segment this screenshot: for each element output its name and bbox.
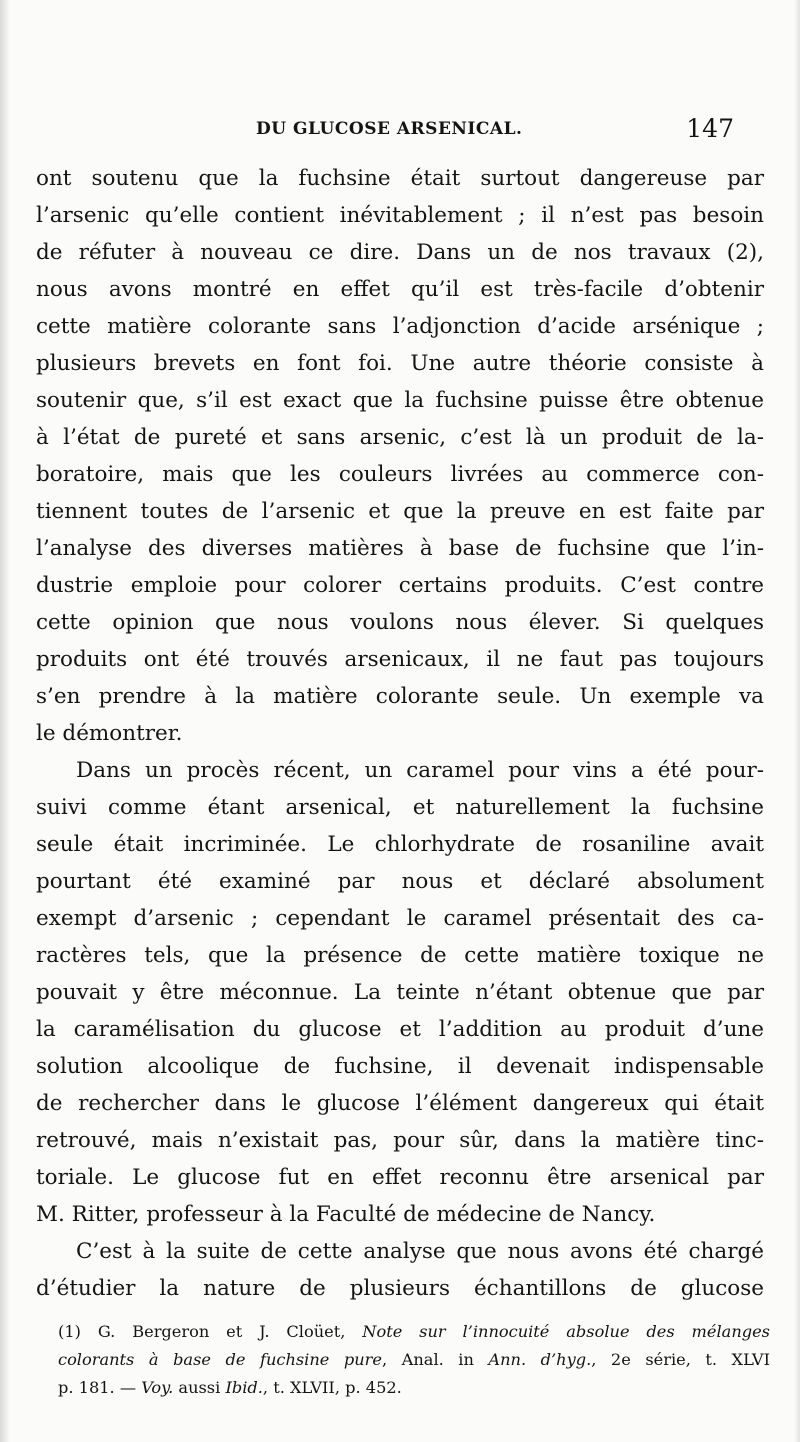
text-line: pourtant été examiné par nous et déclaré absolument	[36, 869, 764, 894]
text-line: tiennent toutes de l’arsenic et que la preuve en est faite par	[36, 499, 764, 524]
text-line: l’analyse des diverses matières à base de fuchsine que l’in-	[36, 536, 764, 561]
footnote-text: aussi	[173, 1378, 226, 1397]
text-line: toriale. Le glucose fut en effet reconnu être arsenical par	[36, 1165, 764, 1190]
footnote-line	[58, 1346, 770, 1374]
text-line: ractères tels, que la présence de cette matière toxique ne	[36, 943, 764, 968]
footnote	[58, 1318, 770, 1402]
footnote-text: , 2e série, t. XLVI	[591, 1350, 770, 1369]
text-line: cette opinion que nous voulons nous élever. Si quelques	[36, 610, 764, 635]
text-line: l’arsenic qu’elle contient inévitablement ; il n’est pas besoin	[36, 203, 764, 228]
text-line: produits ont été trouvés arsenicaux, il ne faut pas toujours	[36, 647, 764, 672]
text-line: C’est à la suite de cette analyse que nous avons été chargé	[76, 1239, 764, 1264]
text-line: nous avons montré en effet qu’il est très-facile d’obtenir	[36, 277, 764, 302]
text-line: de rechercher dans le glucose l’élément dangereux qui était	[36, 1091, 764, 1116]
text-line: soutenir que, s’il est exact que la fuchsine puisse être obtenue	[36, 388, 764, 413]
text-line: pouvait y être méconnue. La teinte n’étant obtenue que par	[36, 980, 764, 1005]
footnote-text: , t. XLVII, p. 452.	[262, 1378, 402, 1397]
text-line: retrouvé, mais n’existait pas, pour sûr, dans la matière tinc-	[36, 1128, 764, 1153]
running-title: DU GLUCOSE ARSENICAL.	[256, 119, 523, 139]
footnote-title-italic: colorants à base de fuchsine pure	[58, 1350, 382, 1369]
text-line: Dans un procès récent, un caramel pour vins a été pour-	[76, 758, 764, 783]
page-number: 147	[686, 114, 734, 143]
text-line: exempt d’arsenic ; cependant le caramel présentait des ca-	[36, 906, 764, 931]
text-line: plusieurs brevets en font foi. Une autre théorie consiste à	[36, 351, 764, 376]
footnote-voy-italic: Voy.	[141, 1378, 174, 1397]
text-line: dustrie emploie pour colorer certains produits. C’est contre	[36, 573, 764, 598]
footnote-ibid-italic: Ibid.	[225, 1378, 263, 1397]
text-line: solution alcoolique de fuchsine, il devenait indispensable	[36, 1054, 764, 1079]
page-edge-shadow-left	[0, 0, 10, 1442]
text-line: la caramélisation du glucose et l’addition au produit d’une	[36, 1017, 764, 1042]
text-line: de réfuter à nouveau ce dire. Dans un de nos travaux (2),	[36, 240, 764, 265]
footnote-line	[58, 1374, 770, 1402]
text-line: M. Ritter, professeur à la Faculté de médecine de Nancy.	[36, 1202, 656, 1227]
page-edge-shadow-right	[794, 0, 800, 1442]
text-line: à l’état de pureté et sans arsenic, c’est là un produit de la-	[36, 425, 764, 450]
text-line: suivi comme étant arsenical, et naturellement la fuchsine	[36, 795, 764, 820]
footnote-line	[58, 1318, 770, 1346]
footnote-text: , Anal. in	[382, 1350, 489, 1369]
footnote-journal-italic: Ann. d’hyg.	[488, 1350, 592, 1369]
text-line: s’en prendre à la matière colorante seule. Un exemple va	[36, 684, 764, 709]
text-line: cette matière colorante sans l’adjonction d’acide arsénique ;	[36, 314, 764, 339]
text-line: le démontrer.	[36, 721, 183, 746]
body-text	[36, 160, 764, 1307]
text-line: boratoire, mais que les couleurs livrées au commerce con-	[36, 462, 764, 487]
text-line: ont soutenu que la fuchsine était surtout dangereuse par	[36, 166, 764, 191]
text-line: seule était incriminée. Le chlorhydrate de rosaniline avait	[36, 832, 764, 857]
footnote-text: p. 181. —	[58, 1378, 142, 1397]
footnote-title-italic: Note sur l’innocuité absolue des mélanges	[362, 1322, 770, 1341]
footnote-text: (1) G. Bergeron et J. Cloüet,	[58, 1322, 363, 1341]
text-line: d’étudier la nature de plusieurs échantillons de glucose	[36, 1276, 764, 1301]
